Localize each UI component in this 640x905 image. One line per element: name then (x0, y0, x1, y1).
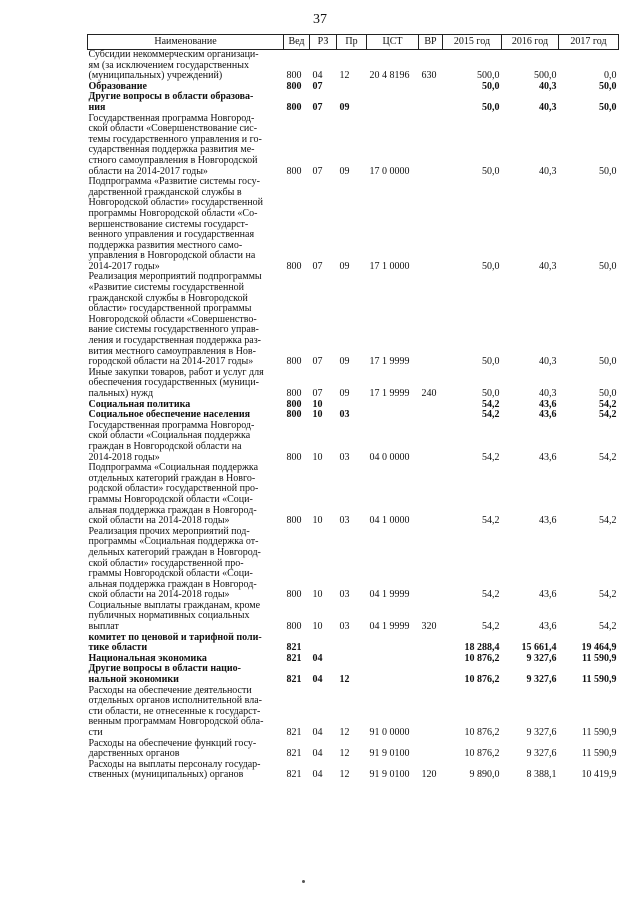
table-row (88, 463, 619, 527)
row-value-2016: 9 327,6 (526, 727, 557, 738)
row-cst: 91 9 0100 (369, 769, 410, 781)
row-rz: 10 (312, 451, 323, 463)
row-value-2016: 40,3 (539, 80, 557, 92)
row-pr: 09 (339, 388, 350, 399)
row-cst (367, 633, 419, 654)
row-value-2015: 18 288,4 (464, 642, 500, 654)
row-ved: 800 (286, 621, 302, 633)
row-value-2015: 500,0 (477, 70, 500, 82)
row-pr: 12 (339, 727, 350, 738)
row-value-2016: 43,6 (539, 451, 557, 463)
row-value-2015: 50,0 (482, 260, 500, 272)
row-value-2017: 19 464,9 (581, 642, 617, 654)
row-name: Подпрограмма «Социальная поддержка отдельных категорий граждан в Новго- родской области» государственной про- граммы Новгородской области «Соци- альная поддержка граждан в Новгород- ской области на 2014-2018 годы» (88, 462, 259, 527)
row-vr (419, 272, 443, 367)
row-vr: 320 (421, 621, 437, 633)
row-cst: 04 1 9999 (369, 589, 410, 601)
header-pr: Пр (337, 35, 367, 50)
row-rz: 07 (312, 260, 323, 272)
row-cst (367, 400, 419, 411)
row-vr (419, 527, 443, 601)
table-header-row (88, 35, 619, 50)
row-ved: 821 (286, 769, 302, 781)
row-value-2017: 50,0 (599, 260, 617, 272)
row-rz: 10 (312, 409, 323, 421)
row-value-2017: 50,0 (599, 80, 617, 92)
row-pr: 09 (339, 260, 350, 272)
row-value-2015: 54,2 (482, 451, 500, 463)
row-ved: 821 (286, 652, 302, 664)
table-row (88, 686, 619, 739)
budget-table (87, 34, 619, 781)
row-cst: 20 4 8196 (369, 70, 410, 82)
row-name: Государственная программа Новгород- ской области «Социальная поддержка граждан в Новгородской области на 2014-2018 годы» (88, 419, 255, 463)
row-value-2017: 50,0 (599, 165, 617, 177)
row-pr: 03 (339, 409, 350, 421)
row-pr: 09 (339, 165, 350, 177)
row-cst (367, 654, 419, 665)
row-value-2017: 54,2 (599, 451, 617, 463)
row-value-2017: 54,2 (599, 515, 617, 527)
row-cst (367, 410, 419, 421)
table-row (88, 368, 619, 400)
row-name: Другие вопросы в области нацио- нальной экономики (88, 663, 241, 686)
row-pr (337, 633, 367, 654)
row-cst (367, 664, 419, 685)
row-vr (419, 177, 443, 272)
header-2015: 2015 год (443, 35, 502, 50)
header-vr: ВР (419, 35, 443, 50)
row-ved: 821 (286, 727, 302, 738)
row-name: Расходы на обеспечение функций госу- дарственных органов (88, 737, 257, 760)
header-cst: ЦСТ (367, 35, 419, 50)
row-value-2016: 40,3 (539, 260, 557, 272)
row-vr: 630 (421, 70, 437, 82)
row-name: Социальные выплаты гражданам, кроме публичных нормативных социальных выплат (88, 599, 261, 633)
row-pr: 12 (339, 674, 350, 686)
table-row (88, 177, 619, 272)
row-name: Реализация прочих мероприятий под- программы «Социальная поддержка от- дельных категорий граждан в Новгород- ской области» государственной про- граммы Новгородской области «Соци- альная поддержка граждан в Новгород- ской области на 2014-2018 годы» (88, 525, 261, 601)
row-value-2017: 50,0 (599, 356, 617, 368)
row-ved: 821 (286, 748, 302, 760)
row-value-2016: 43,6 (539, 621, 557, 633)
row-value-2016: 43,6 (539, 515, 557, 527)
row-cst: 17 1 0000 (369, 260, 410, 272)
row-value-2015: 54,2 (482, 398, 500, 410)
row-cst: 04 1 9999 (369, 621, 410, 633)
header-2017: 2017 год (559, 35, 619, 50)
row-pr (337, 654, 367, 665)
row-value-2015: 50,0 (482, 101, 500, 113)
row-ved: 800 (286, 70, 302, 82)
row-value-2017: 11 590,9 (581, 727, 617, 738)
row-value-2016: 40,3 (539, 165, 557, 177)
header-name: Наименование (88, 35, 284, 50)
table-row (88, 601, 619, 633)
row-vr: 120 (421, 769, 437, 781)
row-value-2015: 10 876,2 (464, 674, 500, 686)
row-value-2015: 10 876,2 (464, 652, 500, 664)
row-ved: 800 (286, 451, 302, 463)
row-cst: 17 1 9999 (369, 356, 410, 368)
row-vr (419, 410, 443, 421)
row-value-2017: 0,0 (604, 70, 617, 82)
table-row (88, 92, 619, 113)
row-value-2017: 50,0 (599, 101, 617, 113)
row-vr (419, 664, 443, 685)
row-value-2017: 50,0 (599, 388, 617, 399)
row-name: Государственная программа Новгород- ской области «Совершенствование сис- темы государственного управления и го- сударственная поддержка развития ме- стного самоуправления в Новгородской области на 2014-2017 годы» (88, 112, 262, 177)
row-rz: 10 (312, 398, 323, 410)
table-row (88, 739, 619, 760)
row-pr: 12 (339, 748, 350, 760)
row-ved: 800 (286, 515, 302, 527)
table-row (88, 760, 619, 781)
row-vr (419, 739, 443, 760)
row-value-2016: 9 327,6 (526, 674, 557, 686)
row-name: Образование (88, 80, 147, 92)
header-ved: Вед (284, 35, 310, 50)
row-vr (419, 114, 443, 178)
row-vr (419, 654, 443, 665)
row-value-2016: 9 327,6 (526, 652, 557, 664)
row-vr (419, 400, 443, 411)
row-ved: 800 (286, 80, 302, 92)
row-value-2016: 43,6 (539, 398, 557, 410)
table-row (88, 421, 619, 463)
row-name: Реализация мероприятий подпрограммы «Развитие системы государственной гражданской службы в Новгородской области» государственной программы Новгородской области «Совершенство- вание системы государственного управ- ления и государственная поддержка раз- вития местного самоуправления в Нов- городской области на 2014-2017 годы» (88, 271, 262, 368)
table-row (88, 664, 619, 685)
row-vr (419, 686, 443, 739)
row-ved: 800 (286, 589, 302, 601)
row-value-2015: 10 876,2 (464, 727, 500, 738)
row-pr: 09 (339, 356, 350, 368)
row-cst: 91 0 0000 (369, 727, 410, 738)
page-number: 37 (313, 12, 327, 27)
table-row (88, 633, 619, 654)
row-value-2017: 54,2 (599, 589, 617, 601)
row-value-2016: 9 327,6 (526, 748, 557, 760)
row-pr: 03 (339, 451, 350, 463)
row-ved: 800 (286, 409, 302, 421)
row-cst: 17 0 0000 (369, 165, 410, 177)
row-rz: 04 (312, 70, 323, 82)
row-pr: 03 (339, 621, 350, 633)
row-rz (310, 633, 337, 654)
row-rz: 10 (312, 621, 323, 633)
footer-mark (302, 880, 305, 883)
row-name: Расходы на выплаты персоналу государ- ственных (муниципальных) органов (88, 758, 261, 781)
row-value-2015: 54,2 (482, 515, 500, 527)
row-vr (419, 82, 443, 93)
row-rz: 04 (312, 769, 323, 781)
row-rz: 04 (312, 727, 323, 738)
row-value-2015: 50,0 (482, 165, 500, 177)
row-value-2015: 54,2 (482, 621, 500, 633)
row-value-2016: 500,0 (534, 70, 557, 82)
row-value-2015: 10 876,2 (464, 748, 500, 760)
row-ved: 800 (286, 101, 302, 113)
row-ved: 800 (286, 165, 302, 177)
row-value-2016: 40,3 (539, 356, 557, 368)
row-ved: 800 (286, 398, 302, 410)
row-ved: 800 (286, 388, 302, 399)
row-name: Социальное обеспечение населения (88, 409, 251, 421)
row-rz: 04 (312, 748, 323, 760)
row-vr (419, 463, 443, 527)
row-value-2017: 54,2 (599, 398, 617, 410)
row-pr: 03 (339, 515, 350, 527)
row-name: Расходы на обеспечение деятельности отдельных органов исполнительной вла- сти области, не отнесенные к государст- венным программам Новгородской обла- сти (88, 684, 264, 738)
row-ved: 800 (286, 260, 302, 272)
row-rz: 04 (312, 652, 323, 664)
row-ved: 800 (286, 356, 302, 368)
row-value-2017: 11 590,9 (582, 674, 617, 686)
row-pr: 03 (339, 589, 350, 601)
row-value-2017: 54,2 (599, 409, 617, 421)
row-pr: 12 (339, 769, 350, 781)
row-vr (419, 421, 443, 463)
row-vr: 240 (421, 388, 437, 399)
row-ved: 821 (286, 642, 302, 654)
row-rz: 07 (312, 356, 323, 368)
row-cst (367, 82, 419, 93)
row-value-2016: 43,6 (539, 409, 557, 421)
row-pr (337, 82, 367, 93)
row-value-2015: 50,0 (482, 388, 500, 399)
row-pr: 12 (339, 70, 350, 82)
row-value-2015: 9 890,0 (469, 769, 500, 781)
row-vr (419, 633, 443, 654)
row-name: комитет по ценовой и тарифной поли- тике области (88, 631, 262, 654)
row-rz: 10 (312, 515, 323, 527)
row-name: Субсидии некоммерческим организаци- ям (за исключением государственных (муниципальных) учреждений) (88, 49, 259, 82)
row-ved: 821 (286, 674, 302, 686)
row-rz: 07 (312, 80, 323, 92)
row-name: Подпрограмма «Развитие системы госу- дарственной гражданской службы в Новгородской области» государственной программы Новгородской области «Со- вершенствование системы государст- венного управления и государственная поддержка развития местного само- управления в Новгородской области на 2014-2017 годы» (88, 176, 263, 272)
row-cst (367, 92, 419, 113)
row-value-2017: 11 590,9 (581, 748, 617, 760)
header-2016: 2016 год (502, 35, 559, 50)
table-row (88, 114, 619, 178)
table-row (88, 272, 619, 367)
row-value-2015: 54,2 (482, 409, 500, 421)
row-rz: 07 (312, 388, 323, 399)
row-vr (419, 92, 443, 113)
row-rz: 07 (312, 101, 323, 113)
row-rz: 10 (312, 589, 323, 601)
row-value-2016: 8 388,1 (526, 769, 557, 781)
row-value-2016: 15 661,4 (521, 642, 557, 654)
row-value-2016: 40,3 (539, 101, 557, 113)
row-name: Другие вопросы в области образова- ния (88, 91, 254, 113)
row-cst: 17 1 9999 (369, 388, 410, 399)
row-value-2015: 54,2 (482, 589, 500, 601)
row-value-2017: 11 590,9 (582, 652, 617, 664)
row-value-2017: 54,2 (599, 621, 617, 633)
table-row (88, 50, 619, 82)
row-cst: 91 9 0100 (369, 748, 410, 760)
row-value-2016: 43,6 (539, 589, 557, 601)
row-pr: 09 (339, 101, 350, 113)
table-body (88, 50, 619, 781)
row-value-2015: 50,0 (482, 356, 500, 368)
row-cst: 04 0 0000 (369, 451, 410, 463)
row-cst: 04 1 0000 (369, 515, 410, 527)
row-value-2017: 10 419,9 (581, 769, 617, 781)
row-name: Иные закупки товаров, работ и услуг для обеспечения государственных (муници- пальных) нужд (88, 366, 264, 399)
row-name: Национальная экономика (88, 652, 207, 664)
row-rz: 04 (312, 674, 323, 686)
row-value-2016: 40,3 (539, 388, 557, 399)
row-rz: 07 (312, 165, 323, 177)
row-name: Социальная политика (88, 398, 191, 410)
table-row (88, 527, 619, 601)
header-rz: РЗ (310, 35, 337, 50)
row-value-2015: 50,0 (482, 80, 500, 92)
